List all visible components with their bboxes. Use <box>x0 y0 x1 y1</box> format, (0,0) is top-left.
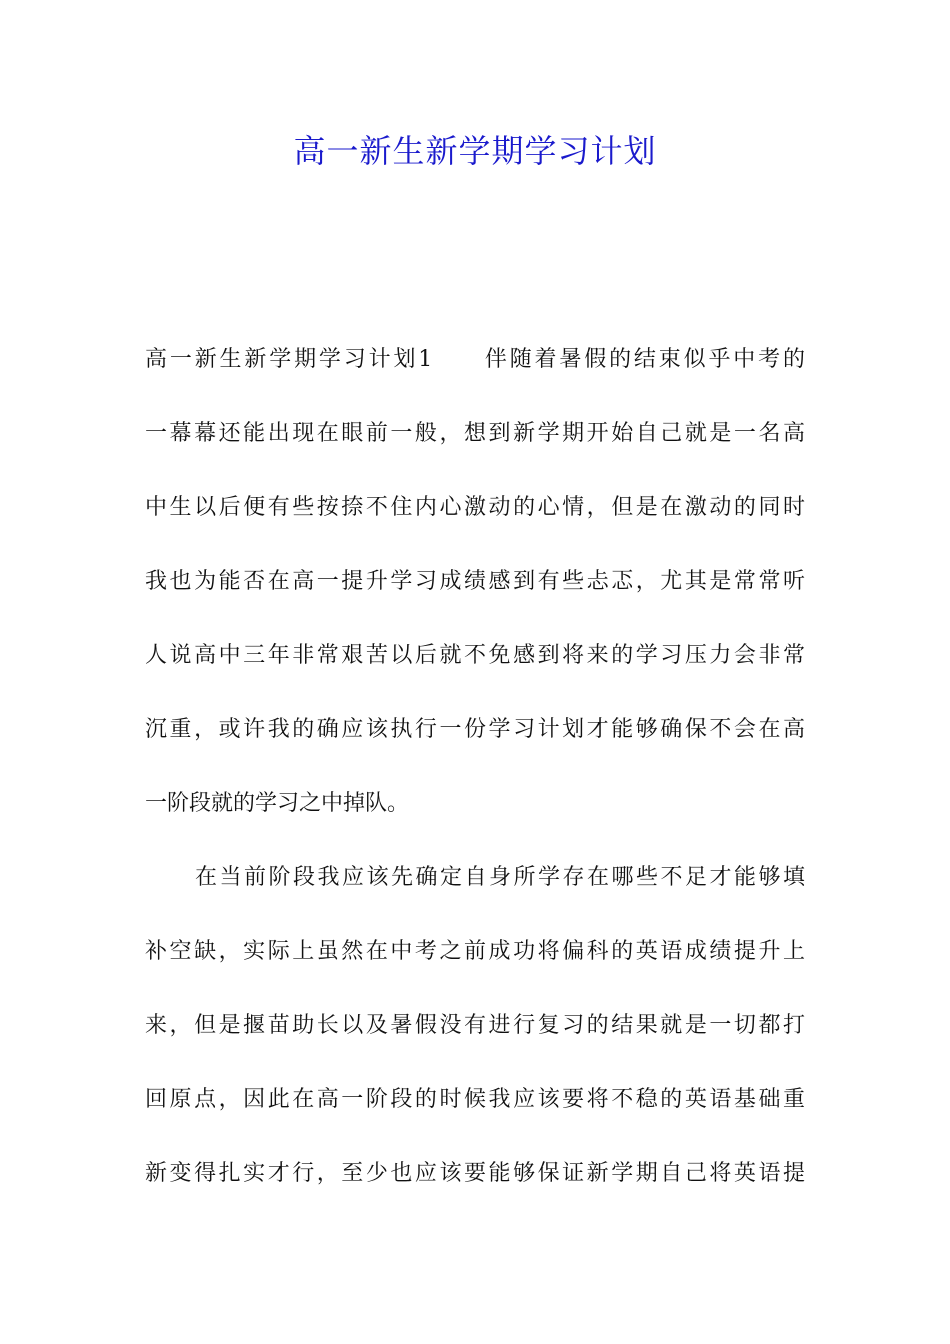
text-line: 高一新生新学期学习计划1 伴随着暑假的结束似乎中考的 <box>145 347 805 372</box>
text-line: 沉重，或许我的确应该执行一份学习计划才能够确保不会在高 <box>145 717 805 742</box>
text-line: 一阶段就的学习之中掉队。 <box>145 791 410 816</box>
document-title: 高一新生新学期学习计划 <box>293 132 657 170</box>
text-line: 新变得扎实才行，至少也应该要能够保证新学期自己将英语提 <box>145 1161 805 1186</box>
text-line: 我也为能否在高一提升学习成绩感到有些忐忑，尤其是常常听 <box>145 569 805 594</box>
text-line: 补空缺，实际上虽然在中考之前成功将偏科的英语成绩提升上 <box>145 939 805 964</box>
text-line: 一幕幕还能出现在眼前一般，想到新学期开始自己就是一名高 <box>145 421 805 446</box>
paragraph-1 <box>145 337 805 855</box>
paragraph-2 <box>145 855 805 1225</box>
text-line: 在当前阶段我应该先确定自身所学存在哪些不足才能够填 <box>195 865 805 890</box>
text-line: 来，但是揠苗助长以及暑假没有进行复习的结果就是一切都打 <box>145 1013 805 1038</box>
document-body <box>145 337 805 1225</box>
text-line: 人说高中三年非常艰苦以后就不免感到将来的学习压力会非常 <box>145 643 805 668</box>
text-line: 回原点，因此在高一阶段的时候我应该要将不稳的英语基础重 <box>145 1087 805 1112</box>
text-line: 中生以后便有些按捺不住内心激动的心情，但是在激动的同时 <box>145 495 805 520</box>
